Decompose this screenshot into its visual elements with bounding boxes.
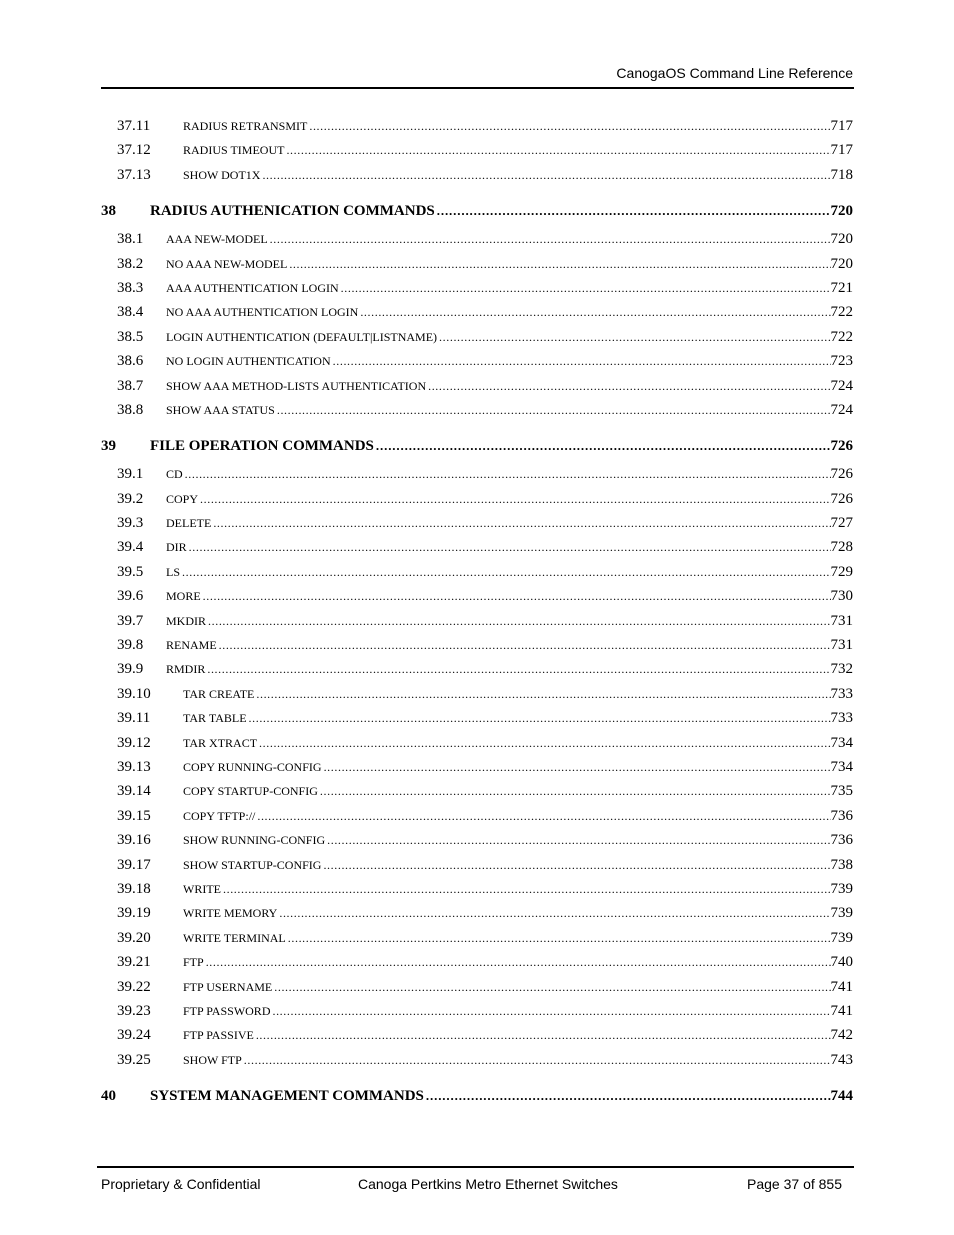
dot-leader <box>322 760 831 775</box>
toc-entry[interactable] <box>101 1052 853 1076</box>
toc-entry-title: WRITE <box>183 881 221 896</box>
toc-entry-page: 720 <box>830 202 853 219</box>
toc-entry-page: 741 <box>830 978 853 995</box>
toc-entry[interactable] <box>101 979 853 1003</box>
toc-entry-number: 39.12 <box>117 734 151 751</box>
dot-leader <box>287 257 830 272</box>
toc-entry-title: WRITE MEMORY <box>183 906 278 921</box>
toc-entry-title: LS <box>166 564 181 579</box>
toc-entry-title: TAR CREATE <box>183 686 255 701</box>
toc-entry-page: 735 <box>830 783 853 800</box>
toc-entry-title: RADIUS RETRANSMIT <box>183 119 308 133</box>
toc-entry[interactable] <box>101 613 853 637</box>
toc-entry-number: 37.12 <box>117 142 151 159</box>
toc-entry-title: SHOW AAA STATUS <box>166 402 275 417</box>
toc-entry-title: SHOW AAA METHOD-LISTS AUTHENTICATION <box>166 378 427 393</box>
toc-entry-page: 720 <box>830 255 853 272</box>
toc-entry-page: 717 <box>830 142 853 159</box>
toc-entry-number: 39.15 <box>117 807 151 824</box>
dot-leader <box>358 305 830 320</box>
toc-entry[interactable] <box>101 930 853 954</box>
toc-entry-title: SHOW RUNNING-CONFIG <box>183 833 326 848</box>
footer-product: Canoga Pertkins Metro Ethernet Switches <box>358 1176 618 1192</box>
toc-entry-title: DELETE <box>166 516 212 531</box>
toc-entry[interactable] <box>101 231 853 255</box>
toc-entry-page: 728 <box>830 539 853 556</box>
toc-entry-page: 726 <box>830 466 853 483</box>
toc-entry-number: 39.11 <box>117 710 151 727</box>
toc-entry-number: 37.13 <box>117 166 151 183</box>
toc-entry-number: 39.24 <box>117 1027 151 1044</box>
toc-entry-title: FTP USERNAME <box>183 979 273 994</box>
toc-entry-title: TAR XTRACT <box>183 735 258 750</box>
toc-entry[interactable] <box>101 832 853 856</box>
dot-leader <box>201 589 831 604</box>
dot-leader <box>180 565 830 580</box>
toc-entry-page: 717 <box>830 118 853 134</box>
toc-entry-page: 723 <box>830 353 853 370</box>
toc-entry[interactable] <box>101 808 853 832</box>
toc-entry-number: 39.6 <box>117 588 144 605</box>
toc-entry-page: 734 <box>830 734 853 751</box>
toc-entry[interactable] <box>101 564 853 588</box>
dot-leader <box>211 516 830 531</box>
toc-entry-title: AAA AUTHENTICATION LOGIN <box>166 280 339 295</box>
toc-entry-number: 38.7 <box>117 377 144 394</box>
toc-entry-title: NO AAA AUTHENTICATION LOGIN <box>166 305 359 320</box>
toc-entry-page: 739 <box>830 880 853 897</box>
toc-entry-page: 736 <box>830 832 853 849</box>
table-of-contents <box>101 118 853 1116</box>
toc-entry-page: 724 <box>830 377 853 394</box>
dot-leader <box>435 203 831 219</box>
toc-entry-page: 731 <box>830 637 853 654</box>
dot-leader <box>247 711 831 726</box>
toc-entry-number: 39.18 <box>117 880 151 897</box>
toc-entry-title: FTP PASSWORD <box>183 1003 271 1018</box>
toc-entry-number: 38.6 <box>117 353 144 370</box>
toc-entry-title: MORE <box>166 589 201 604</box>
toc-entry-number: 39.22 <box>117 978 151 995</box>
dot-leader <box>426 379 830 394</box>
dot-leader <box>217 638 831 653</box>
toc-entry-number: 38.1 <box>117 231 144 248</box>
toc-entry-page: 739 <box>830 905 853 922</box>
toc-entry[interactable] <box>101 857 853 881</box>
dot-leader <box>221 882 831 897</box>
toc-entry-number: 38 <box>101 202 116 219</box>
toc-entry-number: 40 <box>101 1087 116 1104</box>
toc-entry[interactable] <box>101 466 853 490</box>
dot-leader <box>275 403 831 418</box>
toc-entry-title: AAA NEW-MODEL <box>166 232 268 247</box>
dot-leader <box>339 281 831 296</box>
toc-entry[interactable] <box>101 353 853 377</box>
toc-entry-number: 39.8 <box>117 637 144 654</box>
dot-leader <box>187 540 831 555</box>
dot-leader <box>254 1028 831 1043</box>
toc-chapter-entry[interactable] <box>101 191 853 231</box>
toc-entry-title: COPY STARTUP-CONFIG <box>183 784 318 799</box>
toc-entry-title: SYSTEM MANAGEMENT COMMANDS <box>150 1087 424 1104</box>
toc-entry-number: 39.14 <box>117 783 151 800</box>
toc-entry-page: 726 <box>830 437 853 454</box>
dot-leader <box>307 119 830 134</box>
toc-entry-page: 731 <box>830 612 853 629</box>
toc-entry-number: 39.5 <box>117 563 144 580</box>
toc-entry-number: 39.10 <box>117 685 151 702</box>
toc-entry-page: 724 <box>830 401 853 418</box>
dot-leader <box>325 833 830 848</box>
toc-entry-title: CD <box>166 467 183 482</box>
toc-entry[interactable] <box>101 661 853 685</box>
toc-entry[interactable] <box>101 881 853 905</box>
toc-entry-page: 726 <box>830 490 853 507</box>
dot-leader <box>242 1053 831 1068</box>
toc-entry[interactable] <box>101 588 853 612</box>
dot-leader <box>254 687 830 702</box>
toc-entry-page: 738 <box>830 856 853 873</box>
toc-entry-title: MKDIR <box>166 613 207 628</box>
toc-chapter-entry[interactable] <box>101 1076 853 1116</box>
toc-entry[interactable] <box>101 1027 853 1051</box>
dot-leader <box>270 1004 830 1019</box>
header-rule <box>101 87 854 89</box>
toc-entry-title: RENAME <box>166 638 217 653</box>
toc-entry-title: NO LOGIN AUTHENTICATION <box>166 354 331 369</box>
dot-leader <box>331 354 831 369</box>
toc-entry-number: 39.3 <box>117 515 144 532</box>
toc-entry[interactable] <box>101 256 853 280</box>
dot-leader <box>205 662 830 677</box>
toc-entry[interactable] <box>101 118 853 142</box>
toc-entry-title: FTP <box>183 955 204 970</box>
toc-entry-page: 734 <box>830 758 853 775</box>
dot-leader <box>318 784 831 799</box>
toc-entry-number: 39.13 <box>117 758 151 775</box>
toc-entry-title: RADIUS TIMEOUT <box>183 143 285 158</box>
toc-entry-number: 39.4 <box>117 539 144 556</box>
toc-entry-page: 732 <box>830 661 853 678</box>
footer-rule <box>97 1166 854 1168</box>
toc-entry-title: NO AAA NEW-MODEL <box>166 256 288 271</box>
toc-entry[interactable] <box>101 402 853 426</box>
toc-entry-page: 718 <box>830 166 853 183</box>
toc-entry-page: 729 <box>830 563 853 580</box>
toc-entry[interactable] <box>101 167 853 191</box>
toc-entry-page: 730 <box>830 588 853 605</box>
toc-entry-page: 733 <box>830 710 853 727</box>
toc-entry-number: 38.4 <box>117 304 144 321</box>
dot-leader <box>374 438 831 454</box>
dot-leader <box>260 168 830 183</box>
toc-entry[interactable] <box>101 637 853 661</box>
dot-leader <box>257 736 830 751</box>
toc-entry-number: 39.25 <box>117 1051 151 1068</box>
toc-entry-number: 39.20 <box>117 929 151 946</box>
dot-leader <box>204 955 831 970</box>
dot-leader <box>272 980 830 995</box>
toc-entry-number: 38.8 <box>117 401 144 418</box>
dot-leader <box>255 809 830 824</box>
toc-entry-number: 39.19 <box>117 905 151 922</box>
toc-entry-page: 722 <box>830 304 853 321</box>
toc-entry[interactable] <box>101 759 853 783</box>
dot-leader <box>321 858 830 873</box>
footer-confidentiality: Proprietary & Confidential <box>101 1176 261 1192</box>
toc-entry[interactable] <box>101 1003 853 1027</box>
toc-entry-page: 727 <box>830 515 853 532</box>
toc-entry-title: DIR <box>166 540 187 555</box>
toc-entry-title: LOGIN AUTHENTICATION (DEFAULT|LISTNAME) <box>166 329 438 344</box>
dot-leader <box>286 931 831 946</box>
toc-entry-number: 39.23 <box>117 1002 151 1019</box>
dot-leader <box>437 330 830 345</box>
dot-leader <box>284 143 830 158</box>
toc-entry-title: RMDIR <box>166 662 206 677</box>
toc-entry-title: COPY RUNNING-CONFIG <box>183 759 322 774</box>
toc-entry-title: FTP PASSIVE <box>183 1028 254 1043</box>
toc-entry-number: 38.3 <box>117 279 144 296</box>
toc-chapter-entry[interactable] <box>101 426 853 466</box>
toc-entry[interactable] <box>101 491 853 515</box>
toc-entry[interactable] <box>101 304 853 328</box>
toc-entry-title: SHOW STARTUP-CONFIG <box>183 857 322 872</box>
toc-entry-page: 739 <box>830 929 853 946</box>
toc-entry[interactable] <box>101 142 853 166</box>
dot-leader <box>268 232 831 247</box>
toc-entry-number: 39.2 <box>117 490 144 507</box>
toc-entry-title: COPY <box>166 491 199 506</box>
toc-entry[interactable] <box>101 954 853 978</box>
toc-entry-page: 743 <box>830 1051 853 1068</box>
toc-entry[interactable] <box>101 378 853 402</box>
toc-entry-number: 39.7 <box>117 612 144 629</box>
toc-entry[interactable] <box>101 280 853 304</box>
toc-entry-page: 733 <box>830 685 853 702</box>
toc-entry-page: 736 <box>830 807 853 824</box>
toc-entry-number: 39.1 <box>117 466 144 483</box>
toc-entry[interactable] <box>101 905 853 929</box>
toc-entry-page: 741 <box>830 1002 853 1019</box>
toc-entry-number: 39.17 <box>117 856 151 873</box>
dot-leader <box>424 1088 831 1104</box>
toc-entry[interactable] <box>101 710 853 734</box>
toc-entry[interactable] <box>101 783 853 807</box>
toc-entry-page: 720 <box>830 231 853 248</box>
toc-entry-number: 38.5 <box>117 328 144 345</box>
toc-entry[interactable] <box>101 686 853 710</box>
footer-page-number: Page 37 of 855 <box>747 1176 842 1192</box>
toc-entry-number: 39 <box>101 437 116 454</box>
toc-entry-page: 742 <box>830 1027 853 1044</box>
running-header: CanogaOS Command Line Reference <box>616 65 853 81</box>
toc-entry-title: FILE OPERATION COMMANDS <box>150 437 374 454</box>
toc-entry-page: 740 <box>830 954 853 971</box>
toc-entry-page: 722 <box>830 328 853 345</box>
toc-entry[interactable] <box>101 735 853 759</box>
toc-entry-title: SHOW DOT1X <box>183 167 261 182</box>
toc-entry-number: 38.2 <box>117 255 144 272</box>
toc-entry[interactable] <box>101 539 853 563</box>
toc-entry-page: 721 <box>830 279 853 296</box>
toc-entry[interactable] <box>101 329 853 353</box>
toc-entry-title: SHOW FTP <box>183 1052 242 1067</box>
toc-entry-title: COPY TFTP:// <box>183 808 256 823</box>
toc-entry-number: 39.9 <box>117 661 144 678</box>
toc-entry-page: 744 <box>830 1087 853 1104</box>
toc-entry-title: WRITE TERMINAL <box>183 930 286 945</box>
dot-leader <box>206 614 830 629</box>
toc-entry-number: 37.11 <box>117 118 151 134</box>
dot-leader <box>198 492 830 507</box>
toc-entry-number: 39.16 <box>117 832 151 849</box>
toc-entry-number: 39.21 <box>117 954 151 971</box>
dot-leader <box>277 906 830 921</box>
toc-entry-title: RADIUS AUTHENICATION COMMANDS <box>150 202 435 219</box>
toc-entry[interactable] <box>101 515 853 539</box>
toc-entry-title: TAR TABLE <box>183 711 247 726</box>
dot-leader <box>183 467 831 482</box>
